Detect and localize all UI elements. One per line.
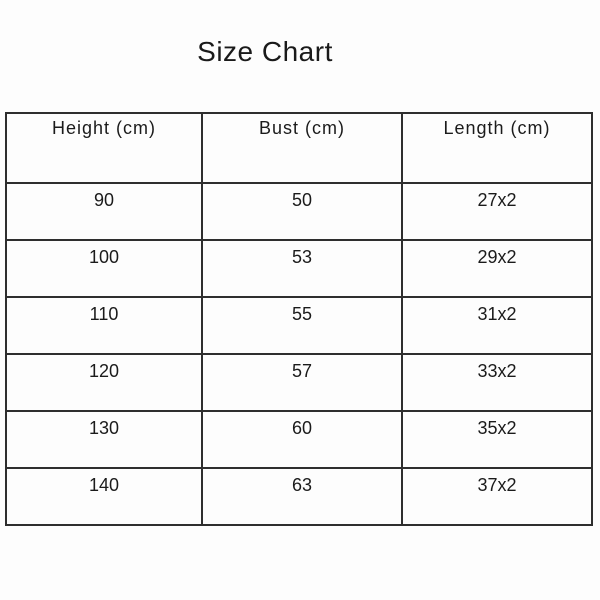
table-row [6,297,592,354]
cell-length: 33x2 [402,354,592,411]
cell-bust: 60 [202,411,402,468]
table-row [6,183,592,240]
cell-height: 90 [6,183,202,240]
table-row [6,240,592,297]
cell-length: 37x2 [402,468,592,525]
cell-height: 140 [6,468,202,525]
cell-length: 35x2 [402,411,592,468]
cell-bust: 55 [202,297,402,354]
col-header-length: Length (cm) [402,113,592,183]
cell-length: 29x2 [402,240,592,297]
table-row [6,354,592,411]
col-header-height: Height (cm) [6,113,202,183]
size-chart-table [5,112,593,526]
col-header-bust: Bust (cm) [202,113,402,183]
cell-length: 27x2 [402,183,592,240]
cell-height: 100 [6,240,202,297]
cell-height: 130 [6,411,202,468]
cell-length: 31x2 [402,297,592,354]
cell-height: 120 [6,354,202,411]
table-row [6,468,592,525]
cell-bust: 63 [202,468,402,525]
cell-height: 110 [6,297,202,354]
table-header-row [6,113,592,183]
page-title: Size Chart [197,36,333,67]
cell-bust: 50 [202,183,402,240]
table-row [6,411,592,468]
cell-bust: 53 [202,240,402,297]
cell-bust: 57 [202,354,402,411]
